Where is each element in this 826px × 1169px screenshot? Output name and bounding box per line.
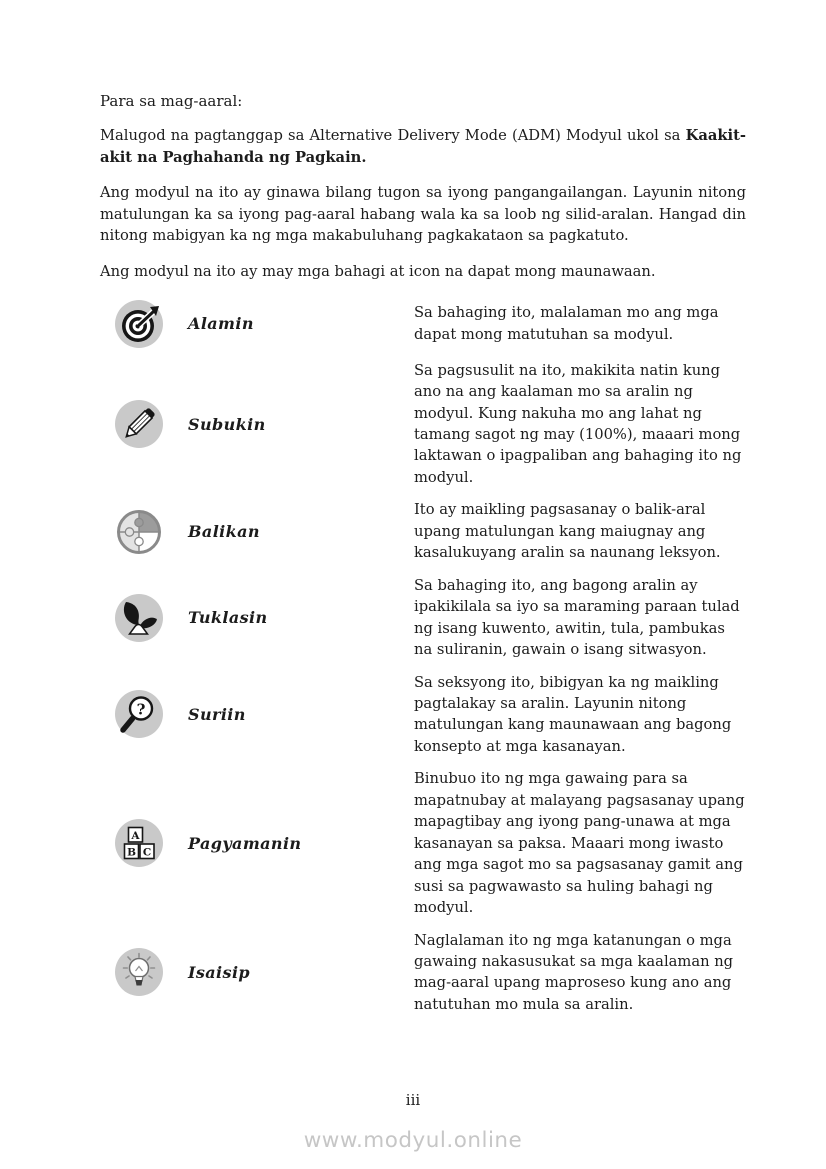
table-row-subukin: [100, 360, 746, 489]
intro-welcome-text: Malugod na pagtanggap sa Alternative Delivery Mode (ADM) Modyul ukol sa: [100, 127, 686, 144]
puzzle-icon: [100, 507, 188, 557]
pencil-icon: [100, 399, 188, 449]
svg-text:A: A: [131, 830, 140, 843]
row-label: Suriin: [188, 704, 246, 724]
row-description: Sa seksyong ito, bibigyan ka ng maikling pagtalakay sa aralin. Layunin nitong matulungan kang maunawaan ang bagong konsepto at mga kasanayan.: [414, 673, 732, 755]
row-description: Naglalaman ito ng mga katanungan o mga gawaing nakasusukat sa mga kaalaman ng mag-aaral upang maproseso kung ano ang natutuhan mo mula sa aralin.: [414, 931, 734, 1013]
row-description: Sa pagsusulit na ito, makikita natin kung ano na ang kaalaman mo sa aralin ng modyul. Kung nakuha mo ang lahat ng tamang sagot ng may (100%), maaari mong laktawan o ipagpaliban ang bahaging ito ng modyul.: [414, 361, 742, 486]
page-content: [100, 92, 746, 1026]
watermark-text: www.modyul.online: [303, 1128, 523, 1153]
table-row-tuklasin: [100, 575, 746, 661]
row-label: Pagyamanin: [188, 833, 302, 853]
magnifier-question-icon: [100, 689, 188, 739]
table-row-pagyamanin: [100, 768, 746, 918]
row-label: Tuklasin: [188, 608, 268, 628]
table-row-balikan: [100, 499, 746, 563]
page-heading: Para sa mag-aaral:: [100, 92, 243, 110]
table-row-isaisip: [100, 930, 746, 1016]
svg-text:C: C: [142, 846, 152, 859]
module-title-bold: Kaakit-akit na Paghahanda ng Pagkain.: [100, 127, 746, 166]
row-label: Balikan: [188, 522, 260, 542]
lightbulb-icon: [100, 947, 188, 997]
row-description: Sa bahaging ito, ang bagong aralin ay ipakikilala sa iyo sa maraming paraan tulad ng isang kuwento, awitin, tula, pambukas na suliranin, gawain o isang sitwasyon.: [414, 576, 740, 659]
intro-paragraph-welcome: [100, 125, 746, 168]
row-description: Ito ay maikling pagsasanay o balik-aral upang matulungan kang maiugnay ang kasalukuyang aralin sa naunang leksyon.: [414, 501, 721, 562]
table-row-suriin: [100, 672, 746, 758]
row-description: Binubuo ito ng mga gawaing para sa mapatnubay at malayang pagsasanay upang mapagtibay ang iyong pang-unawa at mga kasanayan sa paksa. Maaari mong iwasto ang mga sagot mo sa pagsasanay gamit ang susi sa pagwawasto sa huling bahagi ng modyul.: [414, 770, 745, 917]
target-icon: [100, 299, 188, 349]
row-label: Subukin: [188, 414, 266, 434]
icon-legend-table: [100, 299, 746, 1016]
svg-text:?: ?: [136, 700, 146, 719]
abc-blocks-icon: [100, 818, 188, 868]
table-row-alamin: [100, 299, 746, 349]
row-description: Sa bahaging ito, malalaman mo ang mga dapat mong matutuhan sa modyul.: [414, 304, 719, 343]
page-number: iii: [405, 1091, 421, 1109]
plant-icon: [100, 593, 188, 643]
row-label: Isaisip: [188, 962, 251, 982]
row-label: Alamin: [188, 314, 254, 334]
intro-paragraph-purpose: Ang modyul na ito ay ginawa bilang tugon sa iyong pangangailangan. Layunin nitong matulungan ka sa iyong pag-aaral habang wala ka sa loob ng silid-aralan. Hangad din nitong mabigyan ka ng mga makabuluhang pagkakataon sa pagkatuto.: [100, 184, 746, 245]
intro-paragraph-icons: Ang modyul na ito ay may mga bahagi at icon na dapat mong maunawaan.: [100, 263, 656, 281]
svg-text:B: B: [127, 846, 136, 859]
